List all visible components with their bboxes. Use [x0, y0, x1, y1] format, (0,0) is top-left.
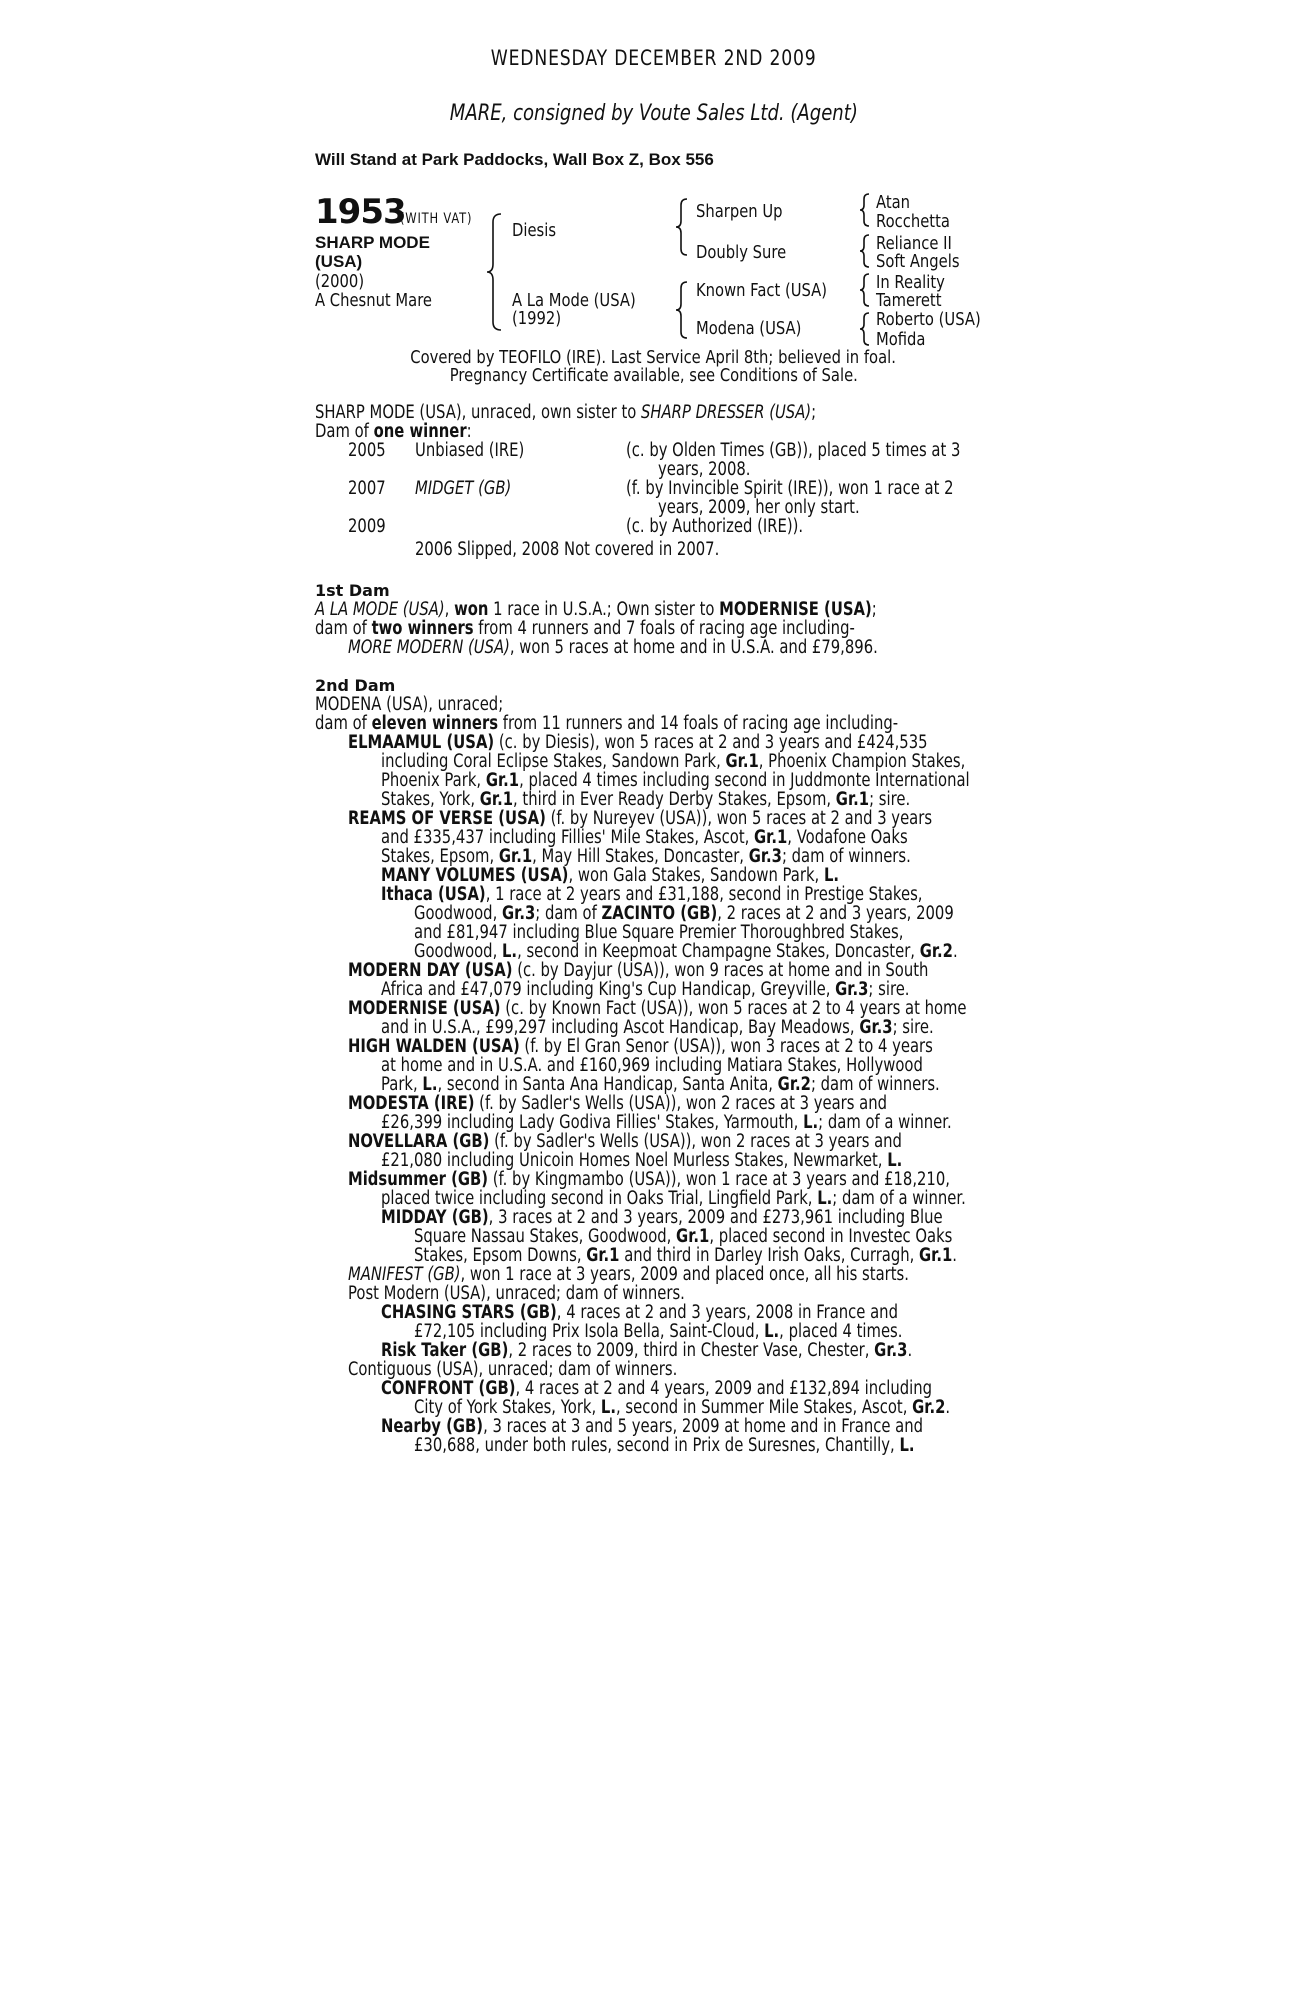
produce-line: Nearby (GB), 3 races at 3 and 5 years, 2009 at home and in France and: [381, 1416, 924, 1437]
produce-dam-of: Dam of one winner:: [315, 421, 472, 442]
lot-number: 1953: [315, 192, 406, 232]
produce-line: CONFRONT (GB), 4 races at 2 and 4 years, 2009 and £132,894 including: [381, 1378, 933, 1399]
produce-detail-cont: years, 2009, her only start.: [658, 497, 860, 518]
pedigree-brace-g4: [858, 311, 872, 347]
produce-line: Stakes, York, Gr.1, third in Ever Ready Derby Stakes, Epsom, Gr.1; sire.: [381, 789, 911, 810]
horse-description: A Chesnut Mare: [315, 290, 433, 311]
produce-line: Risk Taker (GB), 2 races to 2009, third in Chester Vase, Chester, Gr.3.: [381, 1340, 913, 1361]
pedigree-brace-g3: [858, 272, 872, 308]
produce-name: Unbiased (IRE): [415, 440, 525, 461]
horse-country: (USA): [315, 252, 363, 271]
produce-line: MODESTA (IRE) (f. by Sadler's Wells (USA)), won 2 races at 3 years and: [348, 1093, 888, 1114]
produce-detail: (c. by Olden Times (GB)), placed 5 times at 3: [626, 440, 961, 461]
produce-line: £72,105 including Prix Isola Bella, Saint-Cloud, L., placed 4 times.: [414, 1321, 903, 1342]
produce-line: Ithaca (USA), 1 race at 2 years and £31,188, second in Prestige Stakes,: [381, 884, 923, 905]
produce-line: Park, L., second in Santa Ana Handicap, Santa Anita, Gr.2; dam of winners.: [381, 1074, 940, 1095]
produce-line: Phoenix Park, Gr.1, placed 4 times including second in Juddmonte International: [381, 770, 970, 791]
produce-line: Goodwood, Gr.3; dam of ZACINTO (GB), 2 races at 2 and 3 years, 2009: [414, 903, 954, 924]
produce-line: and £335,437 including Fillies' Mile Stakes, Ascot, Gr.1, Vodafone Oaks: [381, 827, 908, 848]
produce-line: £21,080 including Unicoin Homes Noel Murless Stakes, Newmarket, L.: [381, 1150, 903, 1171]
grandsire-3: In Reality: [876, 272, 945, 293]
pedigree-brace-g2: [858, 233, 872, 269]
pedigree-brace-dam: [674, 280, 690, 340]
produce-line: MODERN DAY (USA) (c. by Dayjur (USA)), won 9 races at home and in South: [348, 960, 929, 981]
produce-line: and £81,947 including Blue Square Premier Thoroughbred Stakes,: [414, 922, 904, 943]
produce-line: at home and in U.S.A. and £160,969 including Matiara Stakes, Hollywood: [381, 1055, 923, 1076]
grandsire-1: Atan: [876, 192, 911, 213]
first-dam-produce: dam of two winners from 4 runners and 7 foals of racing age including-: [315, 618, 855, 639]
produce-line: MANY VOLUMES (USA), won Gala Stakes, Sandown Park, L.: [381, 865, 840, 886]
first-dam-heading: 1st Dam: [315, 581, 390, 600]
pedigree-brace-sire: [674, 197, 690, 257]
horse-name: SHARP MODE: [315, 233, 430, 252]
produce-note: 2006 Slipped, 2008 Not covered in 2007.: [415, 539, 720, 560]
grandsire-4: Roberto (USA): [876, 309, 981, 330]
produce-line: Contiguous (USA), unraced; dam of winners.: [348, 1359, 678, 1380]
produce-detail-cont: years, 2008.: [658, 459, 751, 480]
produce-line: City of York Stakes, York, L., second in Summer Mile Stakes, Ascot, Gr.2.: [414, 1397, 951, 1418]
second-dam-heading: 2nd Dam: [315, 676, 396, 695]
produce-line: including Coral Eclipse Stakes, Sandown Park, Gr.1, Phoenix Champion Stakes,: [381, 751, 966, 772]
second-dam-produce: dam of eleven winners from 11 runners and 14 foals of racing age including-: [315, 713, 899, 734]
produce-line: Post Modern (USA), unraced; dam of winners.: [348, 1283, 685, 1304]
produce-line: Africa and £47,079 including King's Cup Handicap, Greyville, Gr.3; sire.: [381, 979, 910, 1000]
granddam-4: Mofida: [876, 329, 926, 350]
second-dam-line: MODENA (USA), unraced;: [315, 694, 504, 715]
produce-line: Stakes, Epsom Downs, Gr.1 and third in Darley Irish Oaks, Curragh, Gr.1.: [414, 1245, 958, 1266]
produce-line: £30,688, under both rules, second in Prix de Suresnes, Chantilly, L.: [414, 1435, 915, 1456]
granddam-1: Rocchetta: [876, 211, 950, 232]
dam-sire-name: Known Fact (USA): [696, 280, 828, 301]
produce-line: £26,399 including Lady Godiva Fillies' Stakes, Yarmouth, L.; dam of a winner.: [381, 1112, 952, 1133]
produce-line: placed twice including second in Oaks Trial, Lingfield Park, L.; dam of a winner.: [381, 1188, 966, 1209]
stand-location: Will Stand at Park Paddocks, Wall Box Z, Box 556: [315, 150, 714, 169]
sale-date: WEDNESDAY DECEMBER 2ND 2009: [490, 46, 817, 70]
produce-line: MANIFEST (GB), won 1 race at 3 years, 2009 and placed once, all his starts.: [348, 1264, 909, 1285]
grandsire-2: Reliance II: [876, 233, 952, 254]
produce-line: and in U.S.A., £99,297 including Ascot Handicap, Bay Meadows, Gr.3; sire.: [381, 1017, 934, 1038]
dam-name: A La Mode (USA): [512, 290, 636, 311]
produce-line: Square Nassau Stakes, Goodwood, Gr.1, placed second in Investec Oaks: [414, 1226, 953, 1247]
sire-name: Diesis: [512, 220, 557, 241]
sire-dam-name: Doubly Sure: [696, 242, 787, 263]
pregnancy-note: Pregnancy Certificate available, see Conditions of Sale.: [449, 365, 858, 386]
produce-line: Goodwood, L., second in Keepmoat Champagne Stakes, Doncaster, Gr.2.: [414, 941, 958, 962]
granddam-3: Tamerett: [876, 290, 942, 311]
first-dam-winner: MORE MODERN (USA), won 5 races at home and in U.S.A. and £79,896.: [348, 637, 878, 658]
vat-note: (WITH VAT): [400, 211, 473, 227]
produce-line: Midsummer (GB) (f. by Kingmambo (USA)), won 1 race at 3 years and £18,210,: [348, 1169, 950, 1190]
pedigree-brace-main: [485, 212, 505, 332]
covered-note: Covered by TEOFILO (IRE). Last Service April 8th; believed in foal.: [410, 347, 897, 368]
granddam-2: Soft Angels: [876, 251, 960, 272]
produce-year: 2005: [348, 440, 386, 461]
produce-line: ELMAAMUL (USA) (c. by Diesis), won 5 races at 2 and 3 years and £424,535: [348, 732, 928, 753]
pedigree-brace-g1: [858, 192, 872, 228]
produce-line: REAMS OF VERSE (USA) (f. by Nureyev (USA)), won 5 races at 2 and 3 years: [348, 808, 933, 829]
produce-line: MODERNISE (USA) (c. by Known Fact (USA)), won 5 races at 2 to 4 years at home: [348, 998, 967, 1019]
produce-detail: (f. by Invincible Spirit (IRE)), won 1 race at 2: [626, 478, 954, 499]
horse-year: (2000): [315, 271, 365, 292]
produce-year: 2007: [348, 478, 386, 499]
produce-line: CHASING STARS (GB), 4 races at 2 and 3 years, 2008 in France and: [381, 1302, 898, 1323]
produce-intro: SHARP MODE (USA), unraced, own sister to SHARP DRESSER (USA);: [315, 402, 817, 423]
consignor-line: MARE, consigned by Voute Sales Ltd. (Agent): [449, 101, 858, 126]
first-dam-line: A LA MODE (USA), won 1 race in U.S.A.; Own sister to MODERNISE (USA);: [315, 599, 877, 620]
produce-line: HIGH WALDEN (USA) (f. by El Gran Senor (USA)), won 3 races at 2 to 4 years: [348, 1036, 933, 1057]
produce-detail: (c. by Authorized (IRE)).: [626, 516, 804, 537]
produce-name: MIDGET (GB): [415, 478, 512, 499]
produce-year: 2009: [348, 516, 386, 537]
produce-line: MIDDAY (GB), 3 races at 2 and 3 years, 2009 and £273,961 including Blue: [381, 1207, 943, 1228]
produce-line: Stakes, Epsom, Gr.1, May Hill Stakes, Doncaster, Gr.3; dam of winners.: [381, 846, 911, 867]
produce-line: NOVELLARA (GB) (f. by Sadler's Wells (USA)), won 2 races at 3 years and: [348, 1131, 902, 1152]
dam-year: (1992): [512, 308, 562, 329]
sire-sire-name: Sharpen Up: [696, 201, 783, 222]
dam-dam-name: Modena (USA): [696, 318, 802, 339]
